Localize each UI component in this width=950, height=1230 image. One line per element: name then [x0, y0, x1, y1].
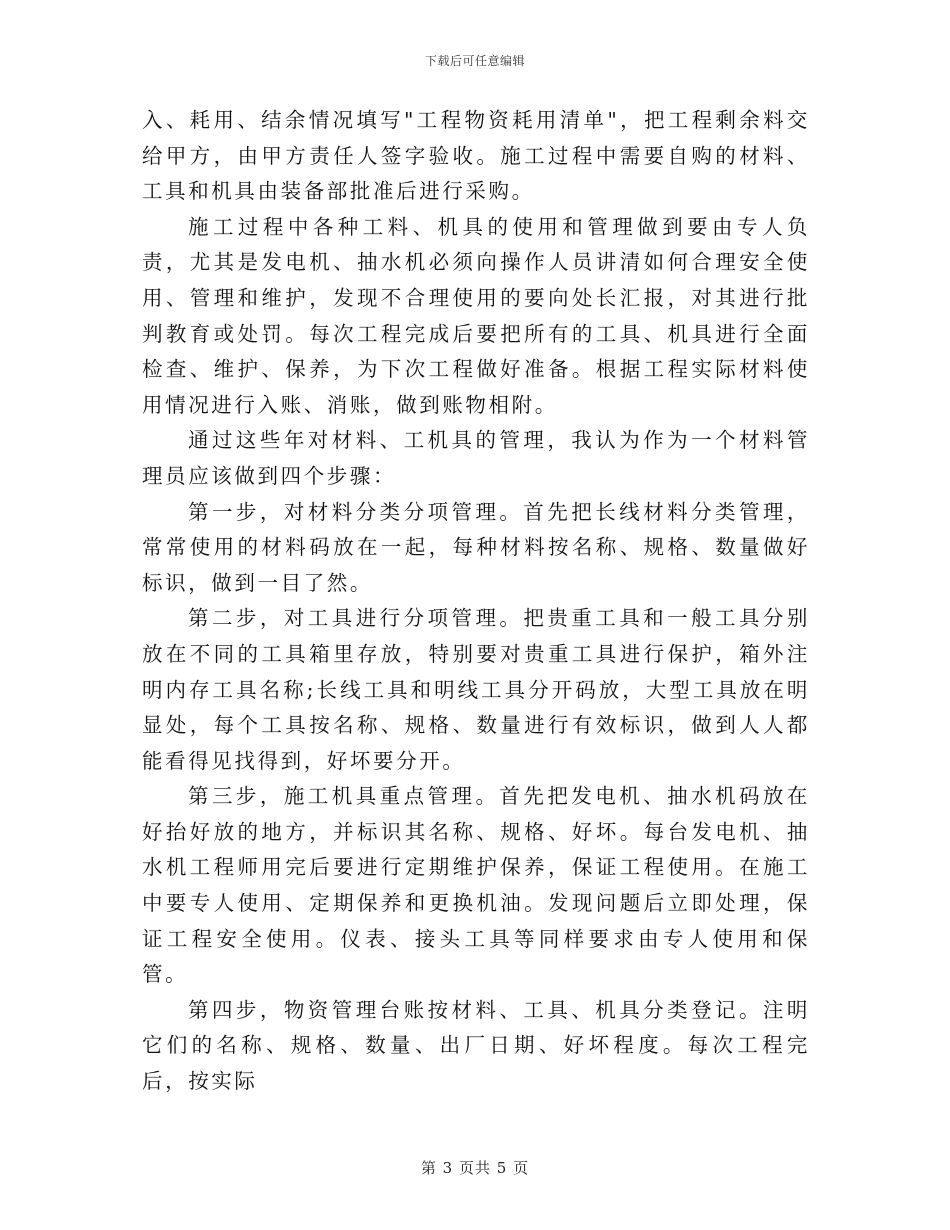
paragraph-step-one: 第一步，对材料分类分项管理。首先把长线材料分类管理，常常使用的材料码放在一起，每种材料按名称、规格、数量做好标识，做到一目了然。: [142, 499, 810, 595]
paragraph-equipment-management: 施工过程中各种工料、机具的使用和管理做到要由专人负责，尤其是发电机、抽水机必须向操作人员讲清如何合理安全使用、管理和维护，发现不合理使用的要向处长汇报，对其进行批判教育或处罚。每次工程完成后要把所有的工具、机具进行全面检查、维护、保养，为下次工程做好准备。根据工程实际材料使用情况进行入账、消账，做到账物相附。: [142, 214, 810, 417]
paragraph-step-two: 第二步，对工具进行分项管理。把贵重工具和一般工具分别放在不同的工具箱里存放，特别要对贵重工具进行保护，箱外注明内存工具名称;长线工具和明线工具分开码放，大型工具放在明显处，每个工具按名称、规格、数量进行有效标识，做到人人都能看得见找得到，好坏要分开。: [142, 606, 810, 773]
paragraph-step-four: 第四步，物资管理台账按材料、工具、机具分类登记。注明它们的名称、规格、数量、出厂日期、好坏程度。每次工程完后，按实际: [142, 997, 810, 1094]
paragraph-step-three: 第三步，施工机具重点管理。首先把发电机、抽水机码放在好抬好放的地方，并标识其名称、规格、好坏。每台发电机、抽水机工程师用完后要进行定期维护保养，保证工程使用。在施工中要专人使用、定期保养和更换机油。发现问题后立即处理，保证工程安全使用。仪表、接头工具等同样要求由专人使用和保管。: [142, 784, 810, 987]
paragraph-four-steps-intro: 通过这些年对材料、工机具的管理，我认为作为一个材料管理员应该做到四个步骤：: [142, 428, 810, 488]
page-header-note: 下载后可任意编辑: [424, 54, 525, 68]
paragraph-continuation: 入、耗用、结余情况填写"工程物资耗用清单"，把工程剩余料交给甲方，由甲方责任人签字验收。施工过程中需要自购的材料、工具和机具由装备部批准后进行采购。: [142, 108, 810, 204]
document-body: [142, 103, 810, 1100]
page-number-footer: 第 3 页共 5 页: [420, 1159, 530, 1177]
